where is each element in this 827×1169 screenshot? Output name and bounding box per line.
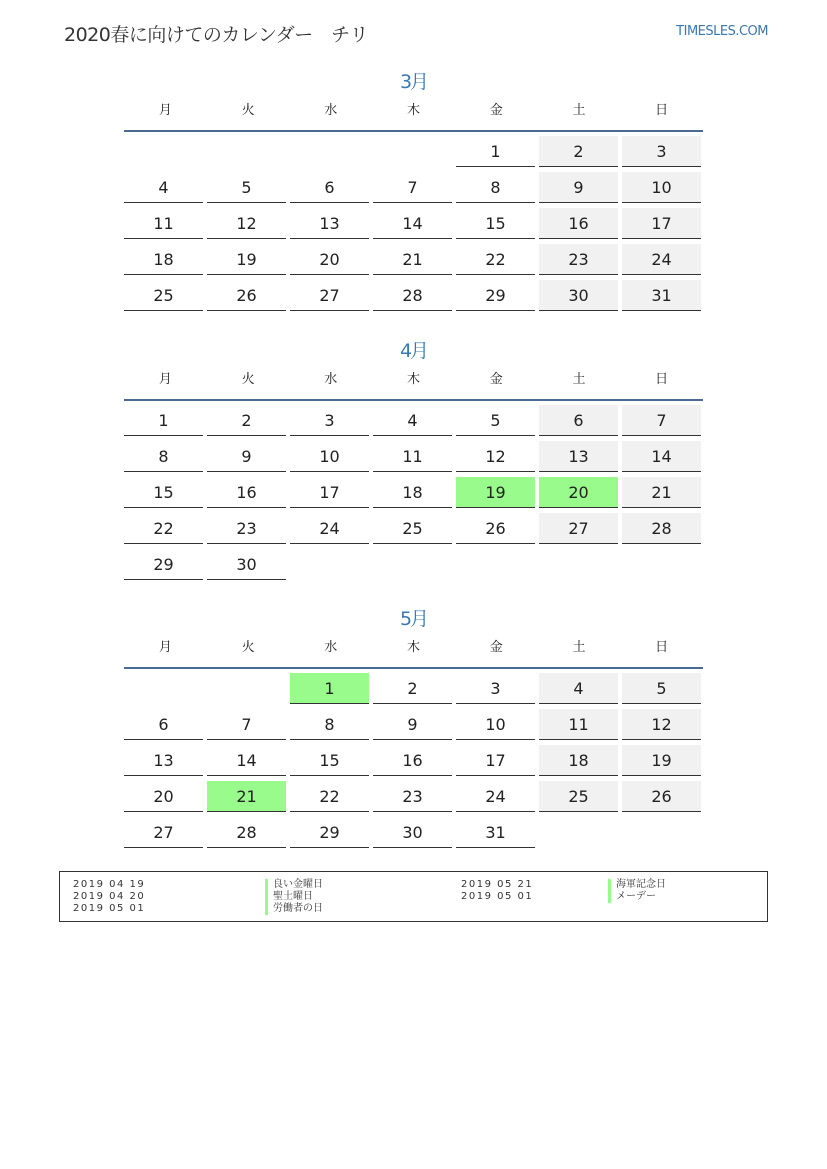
calendar-week <box>124 673 703 709</box>
month-april <box>124 337 703 585</box>
empty-day-cell <box>207 136 286 167</box>
day-cell: 29 <box>290 817 369 848</box>
weekday-label: 木 <box>407 372 421 387</box>
day-cell: 18 <box>124 244 203 275</box>
day-cell: 7 <box>373 172 452 203</box>
day-cell: 30 <box>207 549 286 580</box>
day-cell: 24 <box>456 781 535 812</box>
day-cell: 11 <box>373 441 452 472</box>
day-cell: 19 <box>456 477 535 508</box>
day-cell: 22 <box>456 244 535 275</box>
weekday-label: 金 <box>489 372 503 387</box>
day-cell: 16 <box>373 745 452 776</box>
weekday-label: 日 <box>655 103 669 118</box>
weekday-header <box>124 100 703 132</box>
day-cell: 7 <box>622 405 701 436</box>
weekday-label: 金 <box>489 103 503 118</box>
empty-day-cell <box>539 817 618 848</box>
weekday-label: 土 <box>572 372 586 387</box>
day-cell: 18 <box>539 745 618 776</box>
legend-date: 2019 05 21 <box>461 879 534 890</box>
day-cell: 12 <box>207 208 286 239</box>
calendar-week <box>124 208 703 244</box>
day-cell: 27 <box>124 817 203 848</box>
empty-day-cell <box>290 136 369 167</box>
day-cell: 6 <box>124 709 203 740</box>
day-cell: 1 <box>290 673 369 704</box>
empty-day-cell <box>124 136 203 167</box>
day-cell: 7 <box>207 709 286 740</box>
day-cell: 5 <box>456 405 535 436</box>
weekday-label: 日 <box>655 640 669 655</box>
weekday-label: 金 <box>489 640 503 655</box>
day-cell: 20 <box>539 477 618 508</box>
weekday-label: 火 <box>241 372 255 387</box>
weekday-label: 水 <box>324 103 338 118</box>
month-march <box>124 68 703 316</box>
empty-day-cell <box>373 549 452 580</box>
day-cell: 20 <box>124 781 203 812</box>
legend-date: 2019 04 19 <box>73 879 146 890</box>
day-cell: 26 <box>207 280 286 311</box>
calendar-week <box>124 745 703 781</box>
calendar-week <box>124 244 703 280</box>
day-cell: 20 <box>290 244 369 275</box>
day-cell: 21 <box>373 244 452 275</box>
day-cell: 30 <box>373 817 452 848</box>
weekday-label: 土 <box>572 640 586 655</box>
day-cell: 25 <box>373 513 452 544</box>
month-title: 5月 <box>399 608 428 630</box>
day-cell: 8 <box>456 172 535 203</box>
day-cell: 14 <box>207 745 286 776</box>
day-cell: 27 <box>290 280 369 311</box>
day-cell: 21 <box>622 477 701 508</box>
weekday-label: 月 <box>158 372 172 387</box>
day-cell: 25 <box>539 781 618 812</box>
day-cell: 11 <box>124 208 203 239</box>
day-cell: 13 <box>539 441 618 472</box>
day-cell: 3 <box>622 136 701 167</box>
day-cell: 16 <box>207 477 286 508</box>
day-cell: 1 <box>456 136 535 167</box>
day-cell: 4 <box>539 673 618 704</box>
legend-holiday-name: 労働者の日 <box>265 903 323 915</box>
day-cell: 2 <box>539 136 618 167</box>
month-days <box>124 132 703 316</box>
day-cell: 3 <box>290 405 369 436</box>
weekday-label: 木 <box>407 103 421 118</box>
day-cell: 12 <box>622 709 701 740</box>
month-days <box>124 669 703 853</box>
day-cell: 31 <box>456 817 535 848</box>
weekday-label: 木 <box>407 640 421 655</box>
empty-day-cell <box>124 673 203 704</box>
day-cell: 23 <box>207 513 286 544</box>
day-cell: 19 <box>207 244 286 275</box>
calendar-week <box>124 405 703 441</box>
day-cell: 14 <box>622 441 701 472</box>
day-cell: 13 <box>290 208 369 239</box>
day-cell: 21 <box>207 781 286 812</box>
month-title: 4月 <box>399 340 428 362</box>
weekday-label: 水 <box>324 640 338 655</box>
legend-date: 2019 05 01 <box>461 891 534 902</box>
day-cell: 8 <box>290 709 369 740</box>
day-cell: 1 <box>124 405 203 436</box>
calendar-week <box>124 136 703 172</box>
month-may <box>124 605 703 853</box>
day-cell: 8 <box>124 441 203 472</box>
day-cell: 22 <box>124 513 203 544</box>
day-cell: 11 <box>539 709 618 740</box>
day-cell: 24 <box>622 244 701 275</box>
day-cell: 10 <box>622 172 701 203</box>
calendar-week <box>124 477 703 513</box>
day-cell: 25 <box>124 280 203 311</box>
day-cell: 29 <box>456 280 535 311</box>
day-cell: 15 <box>290 745 369 776</box>
day-cell: 10 <box>290 441 369 472</box>
day-cell: 31 <box>622 280 701 311</box>
day-cell: 16 <box>539 208 618 239</box>
month-days <box>124 401 703 585</box>
weekday-label: 火 <box>241 640 255 655</box>
weekday-header <box>124 637 703 669</box>
empty-day-cell <box>622 549 701 580</box>
day-cell: 28 <box>622 513 701 544</box>
empty-day-cell <box>373 136 452 167</box>
legend-date: 2019 05 01 <box>73 903 146 914</box>
day-cell: 26 <box>622 781 701 812</box>
day-cell: 5 <box>207 172 286 203</box>
calendar-week <box>124 709 703 745</box>
holiday-legend <box>59 871 768 922</box>
weekday-header <box>124 369 703 401</box>
day-cell: 17 <box>456 745 535 776</box>
weekday-label: 日 <box>655 372 669 387</box>
day-cell: 6 <box>290 172 369 203</box>
day-cell: 28 <box>207 817 286 848</box>
day-cell: 2 <box>373 673 452 704</box>
weekday-label: 月 <box>158 103 172 118</box>
day-cell: 13 <box>124 745 203 776</box>
calendar-week <box>124 441 703 477</box>
empty-day-cell <box>539 549 618 580</box>
day-cell: 30 <box>539 280 618 311</box>
day-cell: 3 <box>456 673 535 704</box>
day-cell: 15 <box>124 477 203 508</box>
day-cell: 9 <box>207 441 286 472</box>
day-cell: 27 <box>539 513 618 544</box>
day-cell: 2 <box>207 405 286 436</box>
empty-day-cell <box>290 549 369 580</box>
day-cell: 22 <box>290 781 369 812</box>
day-cell: 9 <box>539 172 618 203</box>
day-cell: 4 <box>373 405 452 436</box>
day-cell: 29 <box>124 549 203 580</box>
day-cell: 28 <box>373 280 452 311</box>
calendar-week <box>124 549 703 585</box>
calendar-week <box>124 172 703 208</box>
day-cell: 17 <box>622 208 701 239</box>
page-title: 2020春に向けてのカレンダー チリ <box>64 24 369 46</box>
day-cell: 23 <box>373 781 452 812</box>
day-cell: 10 <box>456 709 535 740</box>
legend-holiday-name: 聖土曜日 <box>265 891 313 903</box>
legend-date: 2019 04 20 <box>73 891 146 902</box>
day-cell: 4 <box>124 172 203 203</box>
day-cell: 9 <box>373 709 452 740</box>
day-cell: 15 <box>456 208 535 239</box>
calendar-week <box>124 513 703 549</box>
day-cell: 24 <box>290 513 369 544</box>
weekday-label: 月 <box>158 640 172 655</box>
calendar-week <box>124 817 703 853</box>
day-cell: 12 <box>456 441 535 472</box>
month-title: 3月 <box>399 71 428 93</box>
day-cell: 19 <box>622 745 701 776</box>
calendar-week <box>124 280 703 316</box>
day-cell: 26 <box>456 513 535 544</box>
empty-day-cell <box>207 673 286 704</box>
calendar-week <box>124 781 703 817</box>
site-link[interactable]: TIMESLES.COM <box>676 24 768 39</box>
legend-holiday-name: 良い金曜日 <box>265 879 323 891</box>
empty-day-cell <box>622 817 701 848</box>
day-cell: 23 <box>539 244 618 275</box>
weekday-label: 火 <box>241 103 255 118</box>
empty-day-cell <box>456 549 535 580</box>
legend-holiday-name: メーデー <box>608 891 656 903</box>
day-cell: 6 <box>539 405 618 436</box>
legend-holiday-name: 海軍記念日 <box>608 879 666 891</box>
weekday-label: 水 <box>324 372 338 387</box>
day-cell: 17 <box>290 477 369 508</box>
day-cell: 18 <box>373 477 452 508</box>
day-cell: 14 <box>373 208 452 239</box>
weekday-label: 土 <box>572 103 586 118</box>
day-cell: 5 <box>622 673 701 704</box>
